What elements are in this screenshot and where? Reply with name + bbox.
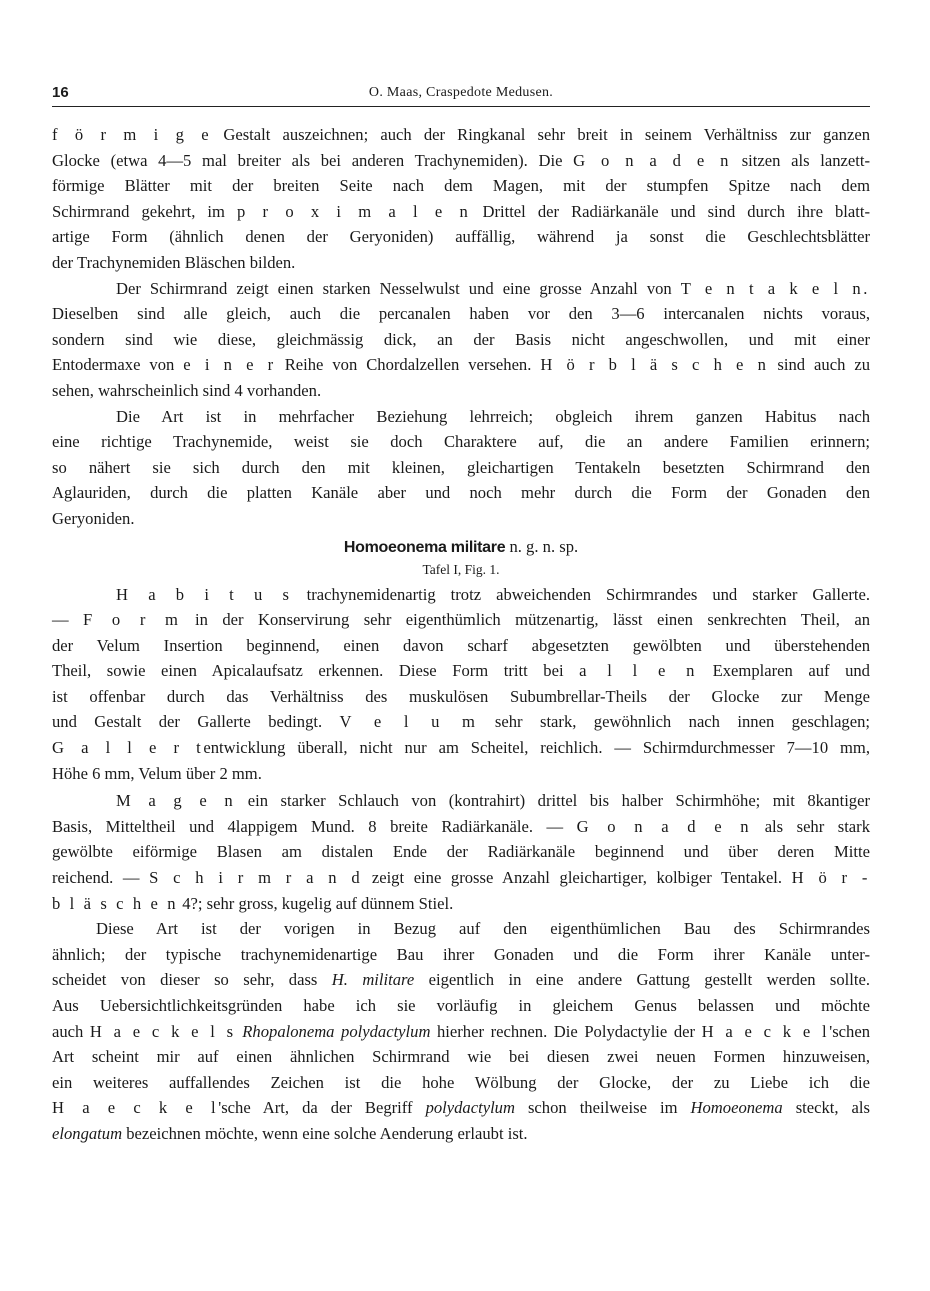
text-line: Art scheint mir auf einen ähnlichen Schirmrand wie bei diesen zwei neuen Formen hinzuweisen, bbox=[52, 1047, 870, 1067]
running-title: O. Maas, Craspedote Medusen. bbox=[368, 85, 554, 100]
running-header bbox=[52, 84, 870, 107]
text-line: gewölbte eiförmige Blasen am distalen Ende der Radiärkanäle beginnend und über deren Mitte bbox=[52, 842, 870, 862]
text-line: H a b i t u s trachynemidenartig trotz abweichenden Schirmrandes und starker Gallerte. bbox=[116, 584, 870, 604]
text-line: und Gestalt der Gallerte bedingt. V e l u m sehr stark, gewöhnlich nach innen geschlagen; bbox=[52, 712, 871, 732]
text-line: G a l l e r tentwicklung überall, nicht nur am Scheitel, reichlich. — Schirmdurchmesser 7—10 mm, bbox=[52, 738, 870, 758]
text-line: Schirmrand gekehrt, im p r o x i m a l e n Drittel der Radiärkanäle und sind durch ihre blatt- bbox=[52, 201, 871, 221]
text-line: Basis, Mitteltheil und 4lappigem Mund. 8 breite Radiärkanäle. — G o n a d e n als sehr stark bbox=[52, 816, 870, 836]
text-line: — F o r m in der Konservirung sehr eigenthümlich mützenartig, lässt einen senkrechten Theil, an bbox=[52, 610, 871, 630]
text-line: f ö r m i g e Gestalt auszeichnen; auch der Ringkanal sehr breit in seinem Verhältniss zur ganzen bbox=[52, 125, 870, 144]
text-line: H a e c k e l'sche Art, da der Begriff polydactylum schon theilweise im Homoeonema steckt, als bbox=[52, 1098, 870, 1118]
text-line: elongatum bezeichnen möchte, wenn eine solche Aenderung erlaubt ist. bbox=[52, 1123, 528, 1143]
text-line: Höhe 6 mm, Velum über 2 mm. bbox=[52, 763, 262, 783]
text-line: sehen, wahrscheinlich sind 4 vorhanden. bbox=[52, 380, 322, 400]
text-line: Entodermaxe von e i n e r Reihe von Chordalzellen versehen. H ö r b l ä s c h e n sind auch zu bbox=[52, 355, 871, 375]
text-line: der Trachynemiden Bläschen bilden. bbox=[52, 252, 296, 272]
text-line: Aus Uebersichtlichkeitsgründen habe ich sie vorläufig in gleichem Genus belassen und möchte bbox=[52, 996, 870, 1015]
body-text bbox=[52, 122, 870, 1147]
text-line: Geryoniden. bbox=[52, 508, 135, 528]
text-line: ist offenbar durch das Verhältniss des muskulösen Subumbrellar-Theils der Glocke zur Menge bbox=[52, 686, 870, 706]
text-line: Diese Art ist der vorigen in Bezug auf den eigenthümlichen Bau des Schirmrandes bbox=[96, 919, 870, 939]
text-line: ein weiteres auffallendes Zeichen ist die hohe Wölbung der Glocke, der zu Liebe ich die bbox=[52, 1072, 870, 1092]
text-line: Theil, sowie einen Apicalaufsatz erkennen. Diese Form tritt bei a l l e n Exemplaren auf und bbox=[52, 661, 870, 681]
text-line: ähnlich; der typische trachynemidenartige Bau ihrer Gonaden und die Form ihrer Kanäle unter- bbox=[52, 944, 870, 964]
text-line: Dieselben sind alle gleich, auch die percanalen haben vor den 3—6 intercanalen nichts voraus, bbox=[52, 304, 870, 324]
text-line: scheidet von dieser so sehr, dass H. militare eigentlich in eine andere Gattung gestellt werden sollte. bbox=[52, 970, 870, 990]
text-line: der Velum Insertion beginnend, einen davon scharf abgesetzten gewölbten und überstehenden bbox=[52, 635, 870, 655]
page-number: 16 bbox=[52, 84, 69, 101]
species-name: Homoeonema militare bbox=[343, 538, 506, 556]
text-line: b l ä s c h e n 4?; sehr gross, kugelig auf dünnem Stiel. bbox=[52, 893, 454, 913]
species-heading bbox=[52, 534, 870, 560]
text-line: artige Form (ähnlich denen der Geryoniden) auffällig, während ja sonst die Geschlechtsblätter bbox=[52, 227, 870, 247]
text-line: auch H a e c k e l s Rhopalonema polydactylum hierher rechnen. Die Polydactylie der H a e c k e l'schen bbox=[52, 1021, 870, 1041]
plate-reference: Tafel I, Fig. 1. bbox=[422, 561, 500, 577]
species-suffix: n. g. n. sp. bbox=[505, 536, 579, 556]
text-line: Glocke (etwa 4—5 mal breiter als bei anderen Trachynemiden). Die G o n a d e n sitzen als lanzett- bbox=[52, 150, 870, 170]
text-line: Aglauriden, durch die platten Kanäle aber und noch mehr durch die Form der Gonaden den bbox=[52, 483, 870, 503]
text-line: sondern sind wie diese, gleichmässig dick, an der Basis nicht angeschwollen, und mit einer bbox=[52, 329, 870, 349]
text-line: so nähert sie sich durch den mit kleinen, gleichartigen Tentakeln besetzten Schirmrand den bbox=[52, 457, 870, 477]
text-line: reichend. — S c h i r m r a n d zeigt eine grosse Anzahl gleichartiger, kolbiger Tentakel. H ö r - bbox=[52, 868, 870, 888]
text-line: Der Schirmrand zeigt einen starken Nesselwulst und eine grosse Anzahl von T e n t a k e l n. bbox=[116, 278, 870, 298]
text-line: M a g e n ein starker Schlauch von (kontrahirt) drittel bis halber Schirmhöhe; mit 8kantiger bbox=[116, 791, 870, 811]
text-line: eine richtige Trachynemide, weist sie doch Charaktere auf, die an andere Familien erinnern; bbox=[52, 432, 870, 452]
text-line: Die Art ist in mehrfacher Beziehung lehrreich; obgleich ihrem ganzen Habitus nach bbox=[116, 406, 870, 426]
text-line: förmige Blätter mit der breiten Seite nach dem Magen, mit der stumpfen Spitze nach dem bbox=[52, 176, 870, 196]
